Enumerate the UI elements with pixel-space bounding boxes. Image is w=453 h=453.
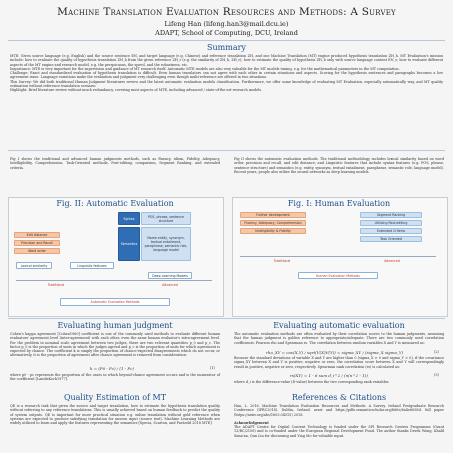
human-judgment-text: Cohen's kappa agreement [Cohen1960] coefficient is one of the commonly used methods to evaluate different human evaluators' agreement level (inter-agreement) with each other, even the same human evaluator's intra-agreement level. For the problem in nominal scale agreement between two judges, there are two relevant quantities p_0 and p_c. The factor p_0 is the proportion of units in which the judges agreed and p_c is the proportion of units for which agreement is expected by chance. The coefficient k is simply the proportion of chance-expected disagreements which do not occur, or alternatively, it is the proportion of agreement after chance agreement is removed from consideration: xyxy=(10,332,220,358)
automatic-evaluation-heading: Evaluating automatic evaluation xyxy=(273,321,405,330)
acknowledgement-label: Acknowledgement xyxy=(234,421,269,425)
fig1-advanced: Advanced xyxy=(384,259,400,263)
human-evaluation-root: Human Evaluation Methods xyxy=(298,272,378,279)
affiliation-line: ADAPT, School of Computing, DCU, Ireland xyxy=(155,29,298,37)
summary-line-highlight: Highlight: Brief literature review without much redundancy, covering most aspects of MTE, including advanced / state-of-the-art research models. xyxy=(10,88,263,93)
references-text: Han, L. 2016. Machine Translation Evaluation Resources and Methods: A Survey. Ireland Postgraduate Research Conference (IPRC2018). Dublin, Ireland. arxiv and https://pdfs.semanticscholar.org/b86e/6a4e6638d. full paper (https://arxiv.org/abs/1605.04515) 2018. xyxy=(234,404,444,417)
spearman-eqnum: (3) xyxy=(434,373,439,377)
post-editing-box: Utilizing Post-editing xyxy=(360,220,422,226)
kappa-eqnum: (1) xyxy=(210,366,215,370)
summary-line-mte: MTE: Given source language (e.g. English) and the source sentence EN, and target language (e.g. Chinese) and reference translation ZH, and one Machine Translation (MT) engine produced hypothesis translation ZH_h. MT Evaluation's mission include: how to evaluate the quality of hypothesis translation ZH_h from the given reference ZH_r (e.g. the similarity of ZH_h, ZH_r); how to estimate the quality of hypothesis ZH_h only with source language content EN_s; how to evaluate different aspects of the MT engine and research model, e.g. the perspicuous, the speed, and the robustness, etc. xyxy=(10,54,443,67)
quality-estimation-heading: Quality Estimation of MT xyxy=(63,393,167,402)
syntax-items: POS, phrase, sentence structure xyxy=(141,212,191,225)
author-line: Lifeng Han (lifeng.han3@mail.dcu.ie) xyxy=(164,20,289,28)
automatic-evaluation-after: where d_i is the difference-value (D-value) between the two corresponding rank variables. xyxy=(234,380,390,384)
references-heading: References & Citations xyxy=(291,393,387,402)
intelligibility-box: Intelligibility & Fidelity xyxy=(240,228,306,234)
summary-body xyxy=(10,54,443,93)
summary-rule xyxy=(8,150,445,151)
fig2-advanced: Advanced xyxy=(162,283,178,287)
acknowledgement-text: The ADAPT Centre for Digital Content Technology is funded under the SFI Research Centres Programme (Grant 13/RC/2106) and is co-funded under the European Regional Development Fund. The author thanks Derek Wong, Khalil Sima'an, Qun Liu for discussing and Ying Mo for valuable input. xyxy=(234,425,444,438)
fig-caption-left: Fig I shows the traditional and advanced human judgments methods, such as fluency, idiom, Fidelity, Adequacy, Intelligibility, Comprehension, Task-Oriented methods, Post-editing, comparison, Segment Ranking, and extended criteria. xyxy=(10,157,220,170)
figures-rule xyxy=(8,318,445,319)
summary-line-importance: Importance: MTE is very important for the supervision and guidance of MT research itself. Automatic MTE models are also very valuable for the MT models tuning, e.g. for the mathematical parameters in the MT computation. xyxy=(10,66,400,71)
automatic-evaluation-text: The automatic evaluation methods are often evaluated by their correlation scores to the human judgments, assuming that the human judgment is golden reference to appropriate/adequate. There are two commonly used correlation coefficients: Pearson rho and Spearman rs. The correlation between random variables X and Y is measured as: xyxy=(234,332,444,345)
fluency-box: Fluency, Adequacy, Comprehension xyxy=(240,220,306,226)
edit-distance-box: Edit distance xyxy=(14,232,60,238)
human-judgment-heading: Evaluating human judgment xyxy=(57,321,173,330)
segment-ranking-box: Segment Ranking xyxy=(360,212,422,218)
fig-automatic-title: Fig. II: Automatic Evaluation xyxy=(56,199,174,208)
deep-learning-box: Deep Learning Models xyxy=(148,272,192,279)
extended-criteria-box: Extended Criteria xyxy=(360,228,422,234)
automatic-evaluation-between: Because the standard deviations of variable X and Y are higher than 0 (sigma_X > 0 and sigma_Y > 0), if the covariance sigma_XY between X and Y is positive, negative or zero, the correlation score between X and Y will correspondingly result in positive, negative or zero, respectively. Spearman rank correlation (rs) is calculated as: xyxy=(234,356,444,369)
semantics-items: Name entity, synonym, textual entailment, paraphrase, semantic role, language model xyxy=(141,227,191,261)
kappa-formula: k = (P0 - Pc) / (1 - Pc) xyxy=(90,366,134,371)
summary-line-challenge: Challenge: Exact and standardized evaluation of hypothesis translation is difficult. Even human translators can not agree with each other in certain situations and aspects. Scoring for the hypothesis sentences and paragraphs becomes a low agreement issue. Language variations make the evaluation and judgment very challenging even though multi-reference are offered in two situations. xyxy=(10,71,443,80)
poster-title: Machine Translation Evaluation Resources and Methods: A Survey xyxy=(57,6,396,18)
fig2-traditional: Traditional xyxy=(47,283,65,287)
fig1-traditional: Traditional xyxy=(273,259,291,263)
human-judgment-after: where p0 - pc represents the proportion of the cases in which beyond-chance agreement occurs and is the numerator of the coefficient [LandisKoch1977]. xyxy=(10,373,220,382)
precision-recall-box: Precision and Recall xyxy=(14,240,60,246)
lexical-similarity-box: Lexical similarity xyxy=(16,262,52,269)
syntax-label: Syntax xyxy=(118,212,140,225)
quality-estimation-text: QE is a research task that given the source and target translation, how to estimate the hypothesis translation quality without referring to any reference translations. This is usually achieved based on human feedback to predict the quality of system outputs. QE is important for more practical situation e.g. online translation without gold reference when systems are expected to produce satisfying translation for unseen input (source text). Machine Learning Methods are widely utilized to learn and apply the features representing the semantics [Specia, Scarton, and Paetzold 2018 MTE]. xyxy=(10,404,220,426)
linguistic-features-box: Linguistic features xyxy=(70,262,114,269)
automatic-evaluation-root: Automatic Evaluation Methods xyxy=(60,298,170,306)
header-rule xyxy=(8,40,445,41)
fig2-split-line xyxy=(16,280,212,281)
summary-heading: Summary xyxy=(207,43,246,52)
further-development-box: Further development xyxy=(240,212,306,218)
pearson-formula: rho_XY = cov(X,Y) / sqrt(V(X)V(Y)) = sigma_XY / (sigma_X sigma_Y) xyxy=(266,350,404,355)
semantics-label: Semantics xyxy=(118,227,140,261)
word-order-box: Word order xyxy=(14,248,60,254)
pearson-eqnum: (2) xyxy=(434,350,439,354)
summary-line-survey: This Survey: We did both traditional Human Judgment literatures review and the latest automatic evaluation models classification. Furthermore, we offer some knowledge of evaluating MT Evaluation, especially automatically way, and MT quality estimation without reference translation scenario. xyxy=(10,79,443,89)
fig-caption-right: Fig II shows the automatic evaluation methods. The traditional methodology includes lexical similarity based on word order, precision and recall, and edit distance; and Linguistic features that include syntax features (e.g. POS, phrase, sentence structure) and semantics (e.g. entity, synonym, textual entailment, paraphrase, semantic role, language model). Recent years, people also utilize the neural networks as deep learning models. xyxy=(234,157,444,174)
fig-human-title: Fig. I: Human Evaluation xyxy=(287,199,391,208)
fig1-split-line xyxy=(240,256,436,257)
spearman-formula: rs(XY) = 1 - 6 sum d_i^2 / (n(n^2 - 1)) xyxy=(290,373,368,378)
task-oriented-box: Task Oriented xyxy=(360,236,422,242)
